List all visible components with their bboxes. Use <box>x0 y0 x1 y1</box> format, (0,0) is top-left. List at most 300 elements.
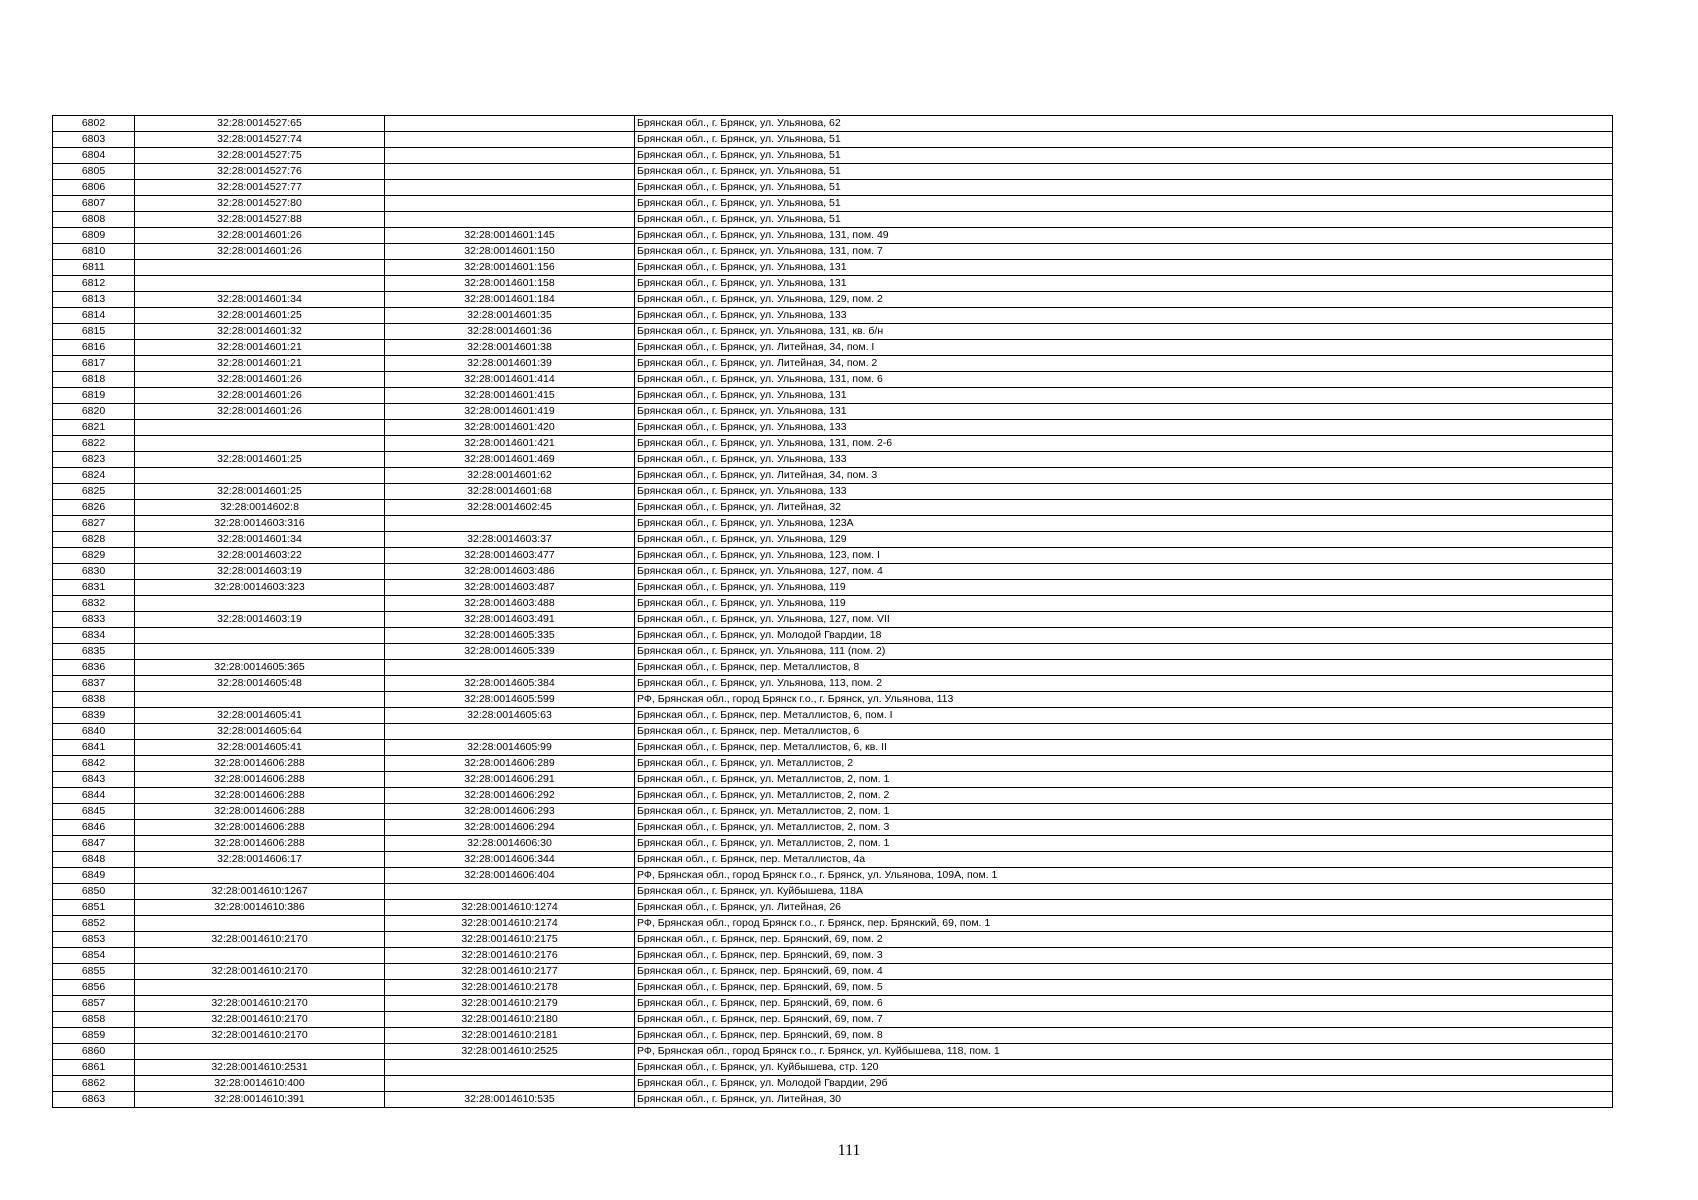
row-number-cell: 6861 <box>53 1060 135 1076</box>
related-cadastral-number-cell: 32:28:0014601:469 <box>385 452 635 468</box>
cadastral-number-cell: 32:28:0014610:2170 <box>135 1028 385 1044</box>
table-row <box>53 724 1613 740</box>
table-row <box>53 820 1613 836</box>
cadastral-number-cell: 32:28:0014610:2531 <box>135 1060 385 1076</box>
related-cadastral-number-cell: 32:28:0014610:2179 <box>385 996 635 1012</box>
address-cell: РФ, Брянская обл., город Брянск г.о., г. Брянск, ул. Ульянова, 113 <box>635 692 1613 708</box>
cadastral-number-cell <box>135 644 385 660</box>
address-cell: Брянская обл., г. Брянск, ул. Молодой Гвардии, 29б <box>635 1076 1613 1092</box>
address-cell: Брянская обл., г. Брянск, ул. Молодой Гвардии, 18 <box>635 628 1613 644</box>
cadastral-number-cell: 32:28:0014606:288 <box>135 788 385 804</box>
row-number-cell: 6853 <box>53 932 135 948</box>
table-row <box>53 1044 1613 1060</box>
table-row <box>53 468 1613 484</box>
table-row <box>53 196 1613 212</box>
address-cell: Брянская обл., г. Брянск, ул. Ульянова, 51 <box>635 164 1613 180</box>
related-cadastral-number-cell: 32:28:0014605:599 <box>385 692 635 708</box>
address-cell: Брянская обл., г. Брянск, ул. Металлистов, 2 <box>635 756 1613 772</box>
related-cadastral-number-cell: 32:28:0014606:404 <box>385 868 635 884</box>
related-cadastral-number-cell: 32:28:0014610:1274 <box>385 900 635 916</box>
related-cadastral-number-cell: 32:28:0014601:184 <box>385 292 635 308</box>
related-cadastral-number-cell: 32:28:0014601:39 <box>385 356 635 372</box>
related-cadastral-number-cell: 32:28:0014610:2174 <box>385 916 635 932</box>
related-cadastral-number-cell: 32:28:0014603:487 <box>385 580 635 596</box>
address-cell: Брянская обл., г. Брянск, ул. Литейная, 26 <box>635 900 1613 916</box>
row-number-cell: 6852 <box>53 916 135 932</box>
address-cell: Брянская обл., г. Брянск, ул. Ульянова, 51 <box>635 180 1613 196</box>
table-row <box>53 548 1613 564</box>
cadastral-number-cell: 32:28:0014605:48 <box>135 676 385 692</box>
table-row <box>53 340 1613 356</box>
row-number-cell: 6859 <box>53 1028 135 1044</box>
cadastral-number-cell: 32:28:0014610:2170 <box>135 932 385 948</box>
cadastral-number-cell: 32:28:0014601:26 <box>135 404 385 420</box>
cadastral-number-cell: 32:28:0014603:22 <box>135 548 385 564</box>
cadastral-number-cell: 32:28:0014610:2170 <box>135 964 385 980</box>
related-cadastral-number-cell: 32:28:0014603:488 <box>385 596 635 612</box>
address-cell: Брянская обл., г. Брянск, ул. Металлистов, 2, пом. 1 <box>635 804 1613 820</box>
cadastral-number-cell <box>135 692 385 708</box>
cadastral-number-cell: 32:28:0014610:1267 <box>135 884 385 900</box>
address-cell: Брянская обл., г. Брянск, ул. Ульянова, 133 <box>635 308 1613 324</box>
table-row <box>53 132 1613 148</box>
related-cadastral-number-cell: 32:28:0014602:45 <box>385 500 635 516</box>
cadastral-number-cell <box>135 436 385 452</box>
address-cell: Брянская обл., г. Брянск, пер. Брянский, 69, пом. 8 <box>635 1028 1613 1044</box>
address-cell: Брянская обл., г. Брянск, ул. Ульянова, 51 <box>635 196 1613 212</box>
address-cell: Брянская обл., г. Брянск, ул. Литейная, 34, пом. I <box>635 340 1613 356</box>
row-number-cell: 6844 <box>53 788 135 804</box>
address-cell: Брянская обл., г. Брянск, пер. Брянский, 69, пом. 6 <box>635 996 1613 1012</box>
table-row <box>53 740 1613 756</box>
related-cadastral-number-cell: 32:28:0014605:63 <box>385 708 635 724</box>
row-number-cell: 6822 <box>53 436 135 452</box>
cadastral-number-cell: 32:28:0014605:365 <box>135 660 385 676</box>
table-row <box>53 564 1613 580</box>
cadastral-number-cell <box>135 1044 385 1060</box>
row-number-cell: 6833 <box>53 612 135 628</box>
row-number-cell: 6836 <box>53 660 135 676</box>
cadastral-number-cell: 32:28:0014603:19 <box>135 612 385 628</box>
table-row <box>53 900 1613 916</box>
address-cell: Брянская обл., г. Брянск, пер. Брянский, 69, пом. 3 <box>635 948 1613 964</box>
address-cell: Брянская обл., г. Брянск, пер. Брянский, 69, пом. 7 <box>635 1012 1613 1028</box>
registry-table <box>52 115 1613 1108</box>
cadastral-number-cell: 32:28:0014527:75 <box>135 148 385 164</box>
address-cell: Брянская обл., г. Брянск, ул. Ульянова, 127, пом. 4 <box>635 564 1613 580</box>
row-number-cell: 6819 <box>53 388 135 404</box>
table-row <box>53 1076 1613 1092</box>
address-cell: Брянская обл., г. Брянск, ул. Ульянова, 131 <box>635 388 1613 404</box>
address-cell: Брянская обл., г. Брянск, ул. Литейная, 32 <box>635 500 1613 516</box>
table-row <box>53 148 1613 164</box>
address-cell: Брянская обл., г. Брянск, пер. Металлистов, 4а <box>635 852 1613 868</box>
table-row <box>53 244 1613 260</box>
table-row <box>53 868 1613 884</box>
address-cell: Брянская обл., г. Брянск, пер. Брянский, 69, пом. 5 <box>635 980 1613 996</box>
row-number-cell: 6841 <box>53 740 135 756</box>
cadastral-number-cell: 32:28:0014605:41 <box>135 740 385 756</box>
related-cadastral-number-cell <box>385 164 635 180</box>
table-row <box>53 356 1613 372</box>
table-row <box>53 980 1613 996</box>
address-cell: Брянская обл., г. Брянск, ул. Ульянова, 131 <box>635 260 1613 276</box>
cadastral-number-cell <box>135 868 385 884</box>
cadastral-number-cell: 32:28:0014601:26 <box>135 244 385 260</box>
cadastral-number-cell: 32:28:0014601:21 <box>135 340 385 356</box>
address-cell: Брянская обл., г. Брянск, ул. Ульянова, 111 (пом. 2) <box>635 644 1613 660</box>
related-cadastral-number-cell: 32:28:0014605:99 <box>385 740 635 756</box>
table-row <box>53 260 1613 276</box>
row-number-cell: 6843 <box>53 772 135 788</box>
table-row <box>53 388 1613 404</box>
table-row <box>53 852 1613 868</box>
address-cell: Брянская обл., г. Брянск, ул. Металлистов, 2, пом. 1 <box>635 836 1613 852</box>
row-number-cell: 6826 <box>53 500 135 516</box>
table-row <box>53 500 1613 516</box>
address-cell: Брянская обл., г. Брянск, ул. Ульянова, 119 <box>635 580 1613 596</box>
address-cell: Брянская обл., г. Брянск, ул. Металлистов, 2, пом. 1 <box>635 772 1613 788</box>
row-number-cell: 6827 <box>53 516 135 532</box>
address-cell: Брянская обл., г. Брянск, пер. Металлистов, 8 <box>635 660 1613 676</box>
table-row <box>53 164 1613 180</box>
related-cadastral-number-cell <box>385 212 635 228</box>
row-number-cell: 6812 <box>53 276 135 292</box>
cadastral-number-cell: 32:28:0014610:386 <box>135 900 385 916</box>
address-cell: Брянская обл., г. Брянск, пер. Металлистов, 6, пом. I <box>635 708 1613 724</box>
row-number-cell: 6829 <box>53 548 135 564</box>
table-row <box>53 660 1613 676</box>
cadastral-number-cell: 32:28:0014601:26 <box>135 372 385 388</box>
related-cadastral-number-cell: 32:28:0014605:335 <box>385 628 635 644</box>
table-row <box>53 180 1613 196</box>
row-number-cell: 6831 <box>53 580 135 596</box>
address-cell: Брянская обл., г. Брянск, пер. Брянский, 69, пом. 4 <box>635 964 1613 980</box>
related-cadastral-number-cell: 32:28:0014601:36 <box>385 324 635 340</box>
address-cell: Брянская обл., г. Брянск, ул. Ульянова, 133 <box>635 484 1613 500</box>
cadastral-number-cell: 32:28:0014527:80 <box>135 196 385 212</box>
cadastral-number-cell: 32:28:0014527:65 <box>135 116 385 132</box>
table-row <box>53 932 1613 948</box>
cadastral-number-cell: 32:28:0014527:88 <box>135 212 385 228</box>
table-row <box>53 884 1613 900</box>
row-number-cell: 6830 <box>53 564 135 580</box>
cadastral-number-cell: 32:28:0014601:25 <box>135 452 385 468</box>
related-cadastral-number-cell <box>385 1076 635 1092</box>
address-cell: Брянская обл., г. Брянск, ул. Куйбышева, 118А <box>635 884 1613 900</box>
table-row <box>53 420 1613 436</box>
related-cadastral-number-cell: 32:28:0014601:68 <box>385 484 635 500</box>
cadastral-number-cell <box>135 916 385 932</box>
cadastral-number-cell: 32:28:0014527:77 <box>135 180 385 196</box>
related-cadastral-number-cell: 32:28:0014601:150 <box>385 244 635 260</box>
table-row <box>53 676 1613 692</box>
address-cell: Брянская обл., г. Брянск, ул. Ульянова, 62 <box>635 116 1613 132</box>
cadastral-number-cell: 32:28:0014605:64 <box>135 724 385 740</box>
related-cadastral-number-cell: 32:28:0014610:2525 <box>385 1044 635 1060</box>
row-number-cell: 6845 <box>53 804 135 820</box>
related-cadastral-number-cell <box>385 116 635 132</box>
related-cadastral-number-cell: 32:28:0014601:156 <box>385 260 635 276</box>
related-cadastral-number-cell: 32:28:0014601:62 <box>385 468 635 484</box>
related-cadastral-number-cell: 32:28:0014601:421 <box>385 436 635 452</box>
table-row <box>53 532 1613 548</box>
related-cadastral-number-cell: 32:28:0014601:415 <box>385 388 635 404</box>
table-row <box>53 612 1613 628</box>
row-number-cell: 6814 <box>53 308 135 324</box>
related-cadastral-number-cell: 32:28:0014606:291 <box>385 772 635 788</box>
row-number-cell: 6862 <box>53 1076 135 1092</box>
cadastral-number-cell <box>135 628 385 644</box>
table-row <box>53 644 1613 660</box>
table-row <box>53 948 1613 964</box>
address-cell: Брянская обл., г. Брянск, ул. Ульянова, 51 <box>635 132 1613 148</box>
cadastral-number-cell: 32:28:0014610:391 <box>135 1092 385 1108</box>
table-row <box>53 276 1613 292</box>
cadastral-number-cell <box>135 980 385 996</box>
row-number-cell: 6842 <box>53 756 135 772</box>
row-number-cell: 6850 <box>53 884 135 900</box>
cadastral-number-cell: 32:28:0014601:26 <box>135 388 385 404</box>
row-number-cell: 6825 <box>53 484 135 500</box>
table-row <box>53 836 1613 852</box>
row-number-cell: 6817 <box>53 356 135 372</box>
address-cell: Брянская обл., г. Брянск, ул. Ульянова, 131 <box>635 276 1613 292</box>
related-cadastral-number-cell <box>385 724 635 740</box>
table-row <box>53 772 1613 788</box>
table-row <box>53 324 1613 340</box>
cadastral-number-cell: 32:28:0014606:288 <box>135 836 385 852</box>
related-cadastral-number-cell: 32:28:0014605:384 <box>385 676 635 692</box>
cadastral-number-cell <box>135 420 385 436</box>
address-cell: РФ, Брянская обл., город Брянск г.о., г. Брянск, ул. Куйбышева, 118, пом. 1 <box>635 1044 1613 1060</box>
related-cadastral-number-cell: 32:28:0014603:37 <box>385 532 635 548</box>
row-number-cell: 6802 <box>53 116 135 132</box>
address-cell: Брянская обл., г. Брянск, ул. Куйбышева, стр. 120 <box>635 1060 1613 1076</box>
related-cadastral-number-cell <box>385 884 635 900</box>
related-cadastral-number-cell: 32:28:0014601:419 <box>385 404 635 420</box>
related-cadastral-number-cell <box>385 660 635 676</box>
cadastral-number-cell <box>135 260 385 276</box>
related-cadastral-number-cell: 32:28:0014610:2176 <box>385 948 635 964</box>
related-cadastral-number-cell <box>385 1060 635 1076</box>
row-number-cell: 6847 <box>53 836 135 852</box>
table-row <box>53 1092 1613 1108</box>
row-number-cell: 6846 <box>53 820 135 836</box>
related-cadastral-number-cell: 32:28:0014601:158 <box>385 276 635 292</box>
address-cell: Брянская обл., г. Брянск, ул. Ульянова, 131 <box>635 404 1613 420</box>
table-row <box>53 1028 1613 1044</box>
table-row <box>53 596 1613 612</box>
cadastral-number-cell: 32:28:0014601:34 <box>135 292 385 308</box>
row-number-cell: 6803 <box>53 132 135 148</box>
related-cadastral-number-cell <box>385 180 635 196</box>
row-number-cell: 6821 <box>53 420 135 436</box>
row-number-cell: 6854 <box>53 948 135 964</box>
related-cadastral-number-cell: 32:28:0014606:294 <box>385 820 635 836</box>
registry-table-body <box>53 116 1613 1108</box>
related-cadastral-number-cell: 32:28:0014610:2178 <box>385 980 635 996</box>
table-row <box>53 116 1613 132</box>
cadastral-number-cell <box>135 468 385 484</box>
related-cadastral-number-cell: 32:28:0014606:344 <box>385 852 635 868</box>
related-cadastral-number-cell <box>385 132 635 148</box>
cadastral-number-cell: 32:28:0014601:21 <box>135 356 385 372</box>
row-number-cell: 6810 <box>53 244 135 260</box>
address-cell: РФ, Брянская обл., город Брянск г.о., г. Брянск, пер. Брянский, 69, пом. 1 <box>635 916 1613 932</box>
address-cell: Брянская обл., г. Брянск, ул. Литейная, 34, пом. 3 <box>635 468 1613 484</box>
cadastral-number-cell: 32:28:0014606:288 <box>135 804 385 820</box>
table-row <box>53 484 1613 500</box>
address-cell: Брянская обл., г. Брянск, ул. Литейная, 34, пом. 2 <box>635 356 1613 372</box>
row-number-cell: 6855 <box>53 964 135 980</box>
related-cadastral-number-cell: 32:28:0014610:2175 <box>385 932 635 948</box>
related-cadastral-number-cell: 32:28:0014606:293 <box>385 804 635 820</box>
address-cell: Брянская обл., г. Брянск, ул. Ульянова, 133 <box>635 420 1613 436</box>
row-number-cell: 6834 <box>53 628 135 644</box>
cadastral-number-cell: 32:28:0014527:76 <box>135 164 385 180</box>
address-cell: РФ, Брянская обл., город Брянск г.о., г. Брянск, ул. Ульянова, 109А, пом. 1 <box>635 868 1613 884</box>
address-cell: Брянская обл., г. Брянск, ул. Ульянова, 131, пом. 49 <box>635 228 1613 244</box>
table-row <box>53 436 1613 452</box>
cadastral-number-cell <box>135 276 385 292</box>
cadastral-number-cell <box>135 596 385 612</box>
row-number-cell: 6806 <box>53 180 135 196</box>
related-cadastral-number-cell: 32:28:0014603:486 <box>385 564 635 580</box>
related-cadastral-number-cell: 32:28:0014601:414 <box>385 372 635 388</box>
row-number-cell: 6820 <box>53 404 135 420</box>
related-cadastral-number-cell <box>385 196 635 212</box>
cadastral-number-cell: 32:28:0014606:288 <box>135 820 385 836</box>
table-row <box>53 1012 1613 1028</box>
cadastral-number-cell: 32:28:0014610:2170 <box>135 996 385 1012</box>
related-cadastral-number-cell: 32:28:0014605:339 <box>385 644 635 660</box>
related-cadastral-number-cell: 32:28:0014610:2180 <box>385 1012 635 1028</box>
table-row <box>53 692 1613 708</box>
table-row <box>53 580 1613 596</box>
table-row <box>53 452 1613 468</box>
cadastral-number-cell <box>135 948 385 964</box>
address-cell: Брянская обл., г. Брянск, ул. Ульянова, 131, пом. 7 <box>635 244 1613 260</box>
related-cadastral-number-cell: 32:28:0014606:289 <box>385 756 635 772</box>
row-number-cell: 6851 <box>53 900 135 916</box>
related-cadastral-number-cell: 32:28:0014601:38 <box>385 340 635 356</box>
page-number: 111 <box>837 1142 861 1159</box>
address-cell: Брянская обл., г. Брянск, ул. Ульянова, 123А <box>635 516 1613 532</box>
row-number-cell: 6818 <box>53 372 135 388</box>
related-cadastral-number-cell: 32:28:0014601:35 <box>385 308 635 324</box>
row-number-cell: 6838 <box>53 692 135 708</box>
table-row <box>53 292 1613 308</box>
row-number-cell: 6823 <box>53 452 135 468</box>
related-cadastral-number-cell <box>385 516 635 532</box>
row-number-cell: 6828 <box>53 532 135 548</box>
cadastral-number-cell: 32:28:0014601:25 <box>135 484 385 500</box>
cadastral-number-cell: 32:28:0014603:323 <box>135 580 385 596</box>
address-cell: Брянская обл., г. Брянск, ул. Ульянова, 113, пом. 2 <box>635 676 1613 692</box>
table-row <box>53 996 1613 1012</box>
related-cadastral-number-cell: 32:28:0014603:477 <box>385 548 635 564</box>
cadastral-number-cell: 32:28:0014606:288 <box>135 756 385 772</box>
row-number-cell: 6809 <box>53 228 135 244</box>
row-number-cell: 6813 <box>53 292 135 308</box>
related-cadastral-number-cell: 32:28:0014603:491 <box>385 612 635 628</box>
table-row <box>53 628 1613 644</box>
related-cadastral-number-cell: 32:28:0014601:420 <box>385 420 635 436</box>
table-row <box>53 516 1613 532</box>
row-number-cell: 6858 <box>53 1012 135 1028</box>
address-cell: Брянская обл., г. Брянск, ул. Ульянова, 129, пом. 2 <box>635 292 1613 308</box>
address-cell: Брянская обл., г. Брянск, пер. Брянский, 69, пом. 2 <box>635 932 1613 948</box>
cadastral-number-cell: 32:28:0014601:25 <box>135 308 385 324</box>
cadastral-number-cell: 32:28:0014527:74 <box>135 132 385 148</box>
related-cadastral-number-cell: 32:28:0014601:145 <box>385 228 635 244</box>
cadastral-number-cell: 32:28:0014606:17 <box>135 852 385 868</box>
row-number-cell: 6824 <box>53 468 135 484</box>
row-number-cell: 6863 <box>53 1092 135 1108</box>
cadastral-number-cell: 32:28:0014601:34 <box>135 532 385 548</box>
table-row <box>53 308 1613 324</box>
row-number-cell: 6839 <box>53 708 135 724</box>
address-cell: Брянская обл., г. Брянск, ул. Ульянова, 131, пом. 2-6 <box>635 436 1613 452</box>
address-cell: Брянская обл., г. Брянск, пер. Металлистов, 6 <box>635 724 1613 740</box>
table-row <box>53 916 1613 932</box>
address-cell: Брянская обл., г. Брянск, ул. Ульянова, 129 <box>635 532 1613 548</box>
related-cadastral-number-cell: 32:28:0014610:2181 <box>385 1028 635 1044</box>
cadastral-number-cell: 32:28:0014610:400 <box>135 1076 385 1092</box>
cadastral-number-cell: 32:28:0014606:288 <box>135 772 385 788</box>
row-number-cell: 6815 <box>53 324 135 340</box>
row-number-cell: 6837 <box>53 676 135 692</box>
address-cell: Брянская обл., г. Брянск, ул. Ульянова, 127, пом. VII <box>635 612 1613 628</box>
row-number-cell: 6804 <box>53 148 135 164</box>
cadastral-number-cell: 32:28:0014610:2170 <box>135 1012 385 1028</box>
address-cell: Брянская обл., г. Брянск, ул. Металлистов, 2, пом. 3 <box>635 820 1613 836</box>
cadastral-number-cell: 32:28:0014602:8 <box>135 500 385 516</box>
address-cell: Брянская обл., г. Брянск, пер. Металлистов, 6, кв. II <box>635 740 1613 756</box>
address-cell: Брянская обл., г. Брянск, ул. Литейная, 30 <box>635 1092 1613 1108</box>
address-cell: Брянская обл., г. Брянск, ул. Ульянова, 131, кв. б/н <box>635 324 1613 340</box>
table-row <box>53 1060 1613 1076</box>
address-cell: Брянская обл., г. Брянск, ул. Ульянова, 133 <box>635 452 1613 468</box>
row-number-cell: 6848 <box>53 852 135 868</box>
table-row <box>53 964 1613 980</box>
related-cadastral-number-cell <box>385 148 635 164</box>
address-cell: Брянская обл., г. Брянск, ул. Ульянова, 51 <box>635 212 1613 228</box>
row-number-cell: 6860 <box>53 1044 135 1060</box>
row-number-cell: 6832 <box>53 596 135 612</box>
row-number-cell: 6811 <box>53 260 135 276</box>
address-cell: Брянская обл., г. Брянск, ул. Ульянова, 131, пом. 6 <box>635 372 1613 388</box>
related-cadastral-number-cell: 32:28:0014610:2177 <box>385 964 635 980</box>
related-cadastral-number-cell: 32:28:0014610:535 <box>385 1092 635 1108</box>
row-number-cell: 6816 <box>53 340 135 356</box>
row-number-cell: 6835 <box>53 644 135 660</box>
table-row <box>53 228 1613 244</box>
row-number-cell: 6805 <box>53 164 135 180</box>
cadastral-number-cell: 32:28:0014605:41 <box>135 708 385 724</box>
table-row <box>53 708 1613 724</box>
row-number-cell: 6840 <box>53 724 135 740</box>
address-cell: Брянская обл., г. Брянск, ул. Металлистов, 2, пом. 2 <box>635 788 1613 804</box>
row-number-cell: 6808 <box>53 212 135 228</box>
address-cell: Брянская обл., г. Брянск, ул. Ульянова, 51 <box>635 148 1613 164</box>
cadastral-number-cell: 32:28:0014603:316 <box>135 516 385 532</box>
cadastral-number-cell: 32:28:0014603:19 <box>135 564 385 580</box>
table-row <box>53 212 1613 228</box>
row-number-cell: 6857 <box>53 996 135 1012</box>
table-row <box>53 404 1613 420</box>
